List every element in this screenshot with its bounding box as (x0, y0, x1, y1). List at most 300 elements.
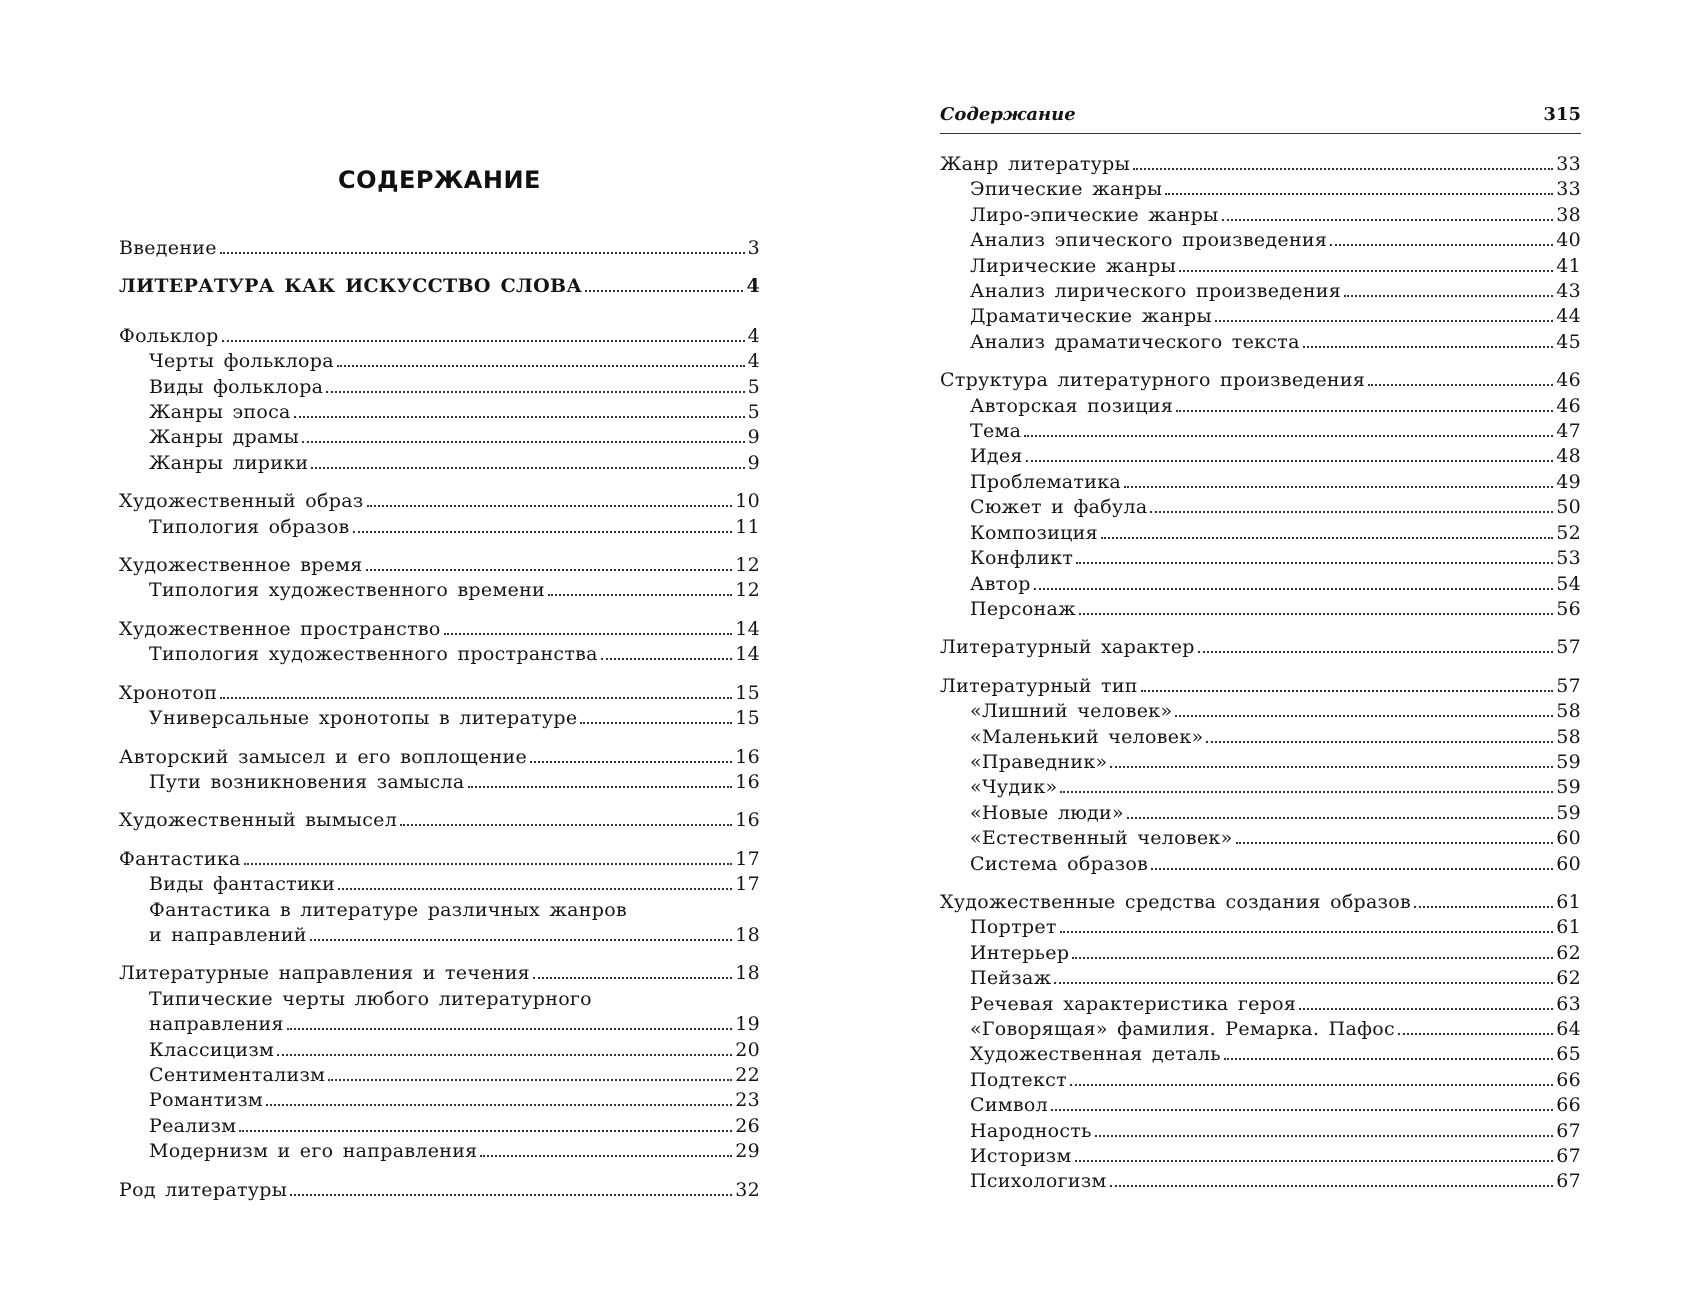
toc-intro (119, 236, 760, 261)
toc-subsection-page: 19 (735, 1013, 760, 1036)
toc-subsection-page: 23 (735, 1089, 760, 1112)
toc-subsection[interactable] (119, 425, 760, 450)
dot-leader (533, 977, 732, 979)
toc-subsection-page: 14 (735, 643, 760, 666)
toc-subsection-label: Анализ лирического произведения (970, 280, 1342, 303)
toc-part-page: 4 (746, 275, 760, 298)
dot-leader (1127, 817, 1553, 819)
toc-section-page: 57 (1556, 674, 1581, 697)
dot-leader (1299, 1008, 1553, 1010)
toc-subsection-page: 26 (735, 1114, 760, 1137)
toc-subsection[interactable] (940, 992, 1581, 1017)
dot-leader (1368, 384, 1553, 386)
toc-section-page: 12 (735, 554, 760, 577)
toc-subsection-label: Психологизм (970, 1170, 1107, 1193)
toc-group (940, 674, 1581, 877)
dot-leader (601, 658, 732, 660)
toc-subsection-label: «Говорящая» фамилия. Ремарка. Пафос (970, 1018, 1395, 1040)
toc-subsection-page: 47 (1556, 420, 1581, 443)
toc-subsection-page: 33 (1556, 178, 1581, 201)
toc-section-page: 46 (1556, 369, 1581, 392)
toc-subsection[interactable] (940, 966, 1581, 991)
toc-subsection-page: 58 (1556, 725, 1581, 748)
toc-subsection-label: Жанры лирики (149, 451, 309, 474)
toc-subsection-page: 49 (1556, 470, 1581, 493)
toc-subsection-label: Типология художественного пространства (149, 643, 598, 666)
toc-subsection[interactable] (940, 279, 1581, 304)
toc-section-label: Структура литературного произведения (940, 369, 1366, 392)
toc-subsection[interactable] (940, 330, 1581, 355)
toc-part-heading[interactable] (119, 274, 760, 299)
toc-section-page: 61 (1556, 890, 1581, 913)
toc-subsection-page: 64 (1556, 1018, 1581, 1040)
toc-subsection-page: 50 (1556, 496, 1581, 519)
toc-subsection-page: 4 (747, 350, 760, 373)
toc-subsection-page: 59 (1556, 776, 1581, 799)
dot-leader (337, 365, 745, 367)
toc-subsection-page: 62 (1556, 967, 1581, 990)
toc-subsection-label: Тема (970, 420, 1022, 443)
toc-group (119, 745, 760, 796)
dot-leader (1076, 562, 1553, 564)
toc-right-list (940, 152, 1581, 1195)
toc-subsection-page: 38 (1556, 203, 1581, 226)
toc-subsection[interactable] (940, 1119, 1581, 1144)
toc-section[interactable] (119, 847, 760, 872)
toc-subsection-page: 61 (1556, 916, 1581, 939)
running-header (940, 104, 1581, 134)
toc-subsection[interactable] (940, 1093, 1581, 1118)
dot-leader (338, 888, 732, 890)
toc-group (940, 368, 1581, 622)
toc-subsection-label: Анализ драматического текста (970, 330, 1300, 353)
toc-section-label: Художественные средства создания образов (940, 890, 1412, 913)
dot-leader (328, 1079, 732, 1081)
dot-leader (266, 1104, 732, 1106)
running-title: Содержание (940, 104, 1076, 125)
toc-subsection-page: 5 (747, 375, 760, 398)
dot-leader (1179, 270, 1553, 272)
toc-group (940, 152, 1581, 355)
dot-leader (1054, 982, 1553, 984)
toc-subsection-page: 22 (735, 1063, 760, 1086)
toc-group (119, 681, 760, 732)
toc-group (119, 617, 760, 668)
dot-leader (1060, 791, 1553, 793)
toc-section[interactable] (940, 890, 1581, 915)
toc-section[interactable] (940, 674, 1581, 699)
toc-subsection[interactable] (119, 1063, 760, 1088)
toc-section-label: Художественное время (119, 554, 363, 577)
toc-subsection-page: 58 (1556, 700, 1581, 723)
dot-leader (1060, 931, 1554, 933)
toc-subsection-page: 67 (1556, 1145, 1581, 1168)
toc-subsection-label: Типология художественного времени (149, 579, 545, 602)
toc-subsection-first-line[interactable] (119, 898, 760, 923)
dot-leader (1151, 868, 1553, 870)
toc-subsection-page: 15 (735, 707, 760, 730)
toc-subsection-label: Композиция (970, 521, 1098, 544)
toc-subsection[interactable] (940, 826, 1581, 851)
toc-group (119, 553, 760, 604)
toc-subsection[interactable] (119, 578, 760, 603)
dot-leader (287, 1028, 732, 1030)
toc-subsection-label: Проблематика (970, 470, 1122, 493)
toc-subsection-label: Автор (970, 572, 1031, 595)
dot-leader (277, 1054, 732, 1056)
toc-subsection-page: 60 (1556, 852, 1581, 875)
dot-leader (1165, 193, 1553, 195)
toc-subsection[interactable] (940, 852, 1581, 877)
toc-subsection[interactable] (119, 642, 760, 667)
toc-subsection[interactable] (940, 304, 1581, 329)
dot-leader (220, 252, 745, 254)
toc-group (940, 890, 1581, 1195)
dot-leader (244, 863, 733, 865)
toc-subsection-page: 67 (1556, 1170, 1581, 1193)
toc-section-label: Художественный вымысел (119, 809, 398, 832)
toc-subsection-label: Конфликт (970, 547, 1074, 570)
dot-leader (1075, 1160, 1554, 1162)
dot-leader (444, 633, 733, 635)
dot-leader (294, 416, 745, 418)
toc-subsection-label: Система образов (970, 852, 1149, 875)
toc-subsection-label: Художественная деталь (970, 1043, 1221, 1066)
toc-subsection-page: 9 (747, 426, 760, 449)
toc-subsection-label: Виды фольклора (149, 375, 324, 398)
toc-group (119, 1178, 760, 1203)
toc-subsection-page: 62 (1556, 941, 1581, 964)
toc-section-page: 32 (735, 1178, 760, 1201)
toc-subsection-label: Историзм (970, 1145, 1072, 1168)
dot-leader (1303, 346, 1554, 348)
toc-subsection[interactable] (940, 495, 1581, 520)
toc-subsection-label: «Маленький человек» (970, 725, 1204, 748)
toc-subsection[interactable] (119, 770, 760, 795)
toc-section-page: 16 (735, 745, 760, 768)
toc-subsection-label: Подтекст (970, 1068, 1067, 1091)
toc-subsection-page: 59 (1556, 750, 1581, 773)
toc-group (119, 324, 760, 476)
toc-section[interactable] (119, 553, 760, 578)
toc-subsection[interactable] (940, 725, 1581, 750)
toc-section-page: 15 (735, 681, 760, 704)
toc-subsection[interactable] (119, 706, 760, 731)
toc-section-page: 33 (1556, 153, 1581, 175)
toc-subsection-page: 54 (1556, 572, 1581, 595)
toc-subsection[interactable] (119, 1088, 760, 1113)
toc-subsection-label: Лирические жанры (970, 254, 1177, 277)
toc-subsection-page: 18 (735, 923, 760, 946)
dot-leader (1101, 537, 1553, 539)
toc-section[interactable] (119, 324, 760, 349)
dot-leader (1141, 690, 1553, 692)
toc-section[interactable] (119, 489, 760, 514)
toc-subsection-label: Лиро-эпические жанры (970, 203, 1219, 226)
toc-subsection-first-line[interactable] (119, 987, 760, 1012)
toc-section-label: Фольклор (119, 324, 219, 347)
toc-subsection-page: 66 (1556, 1068, 1581, 1091)
toc-subsection-label: «Лишний человек» (970, 700, 1173, 723)
toc-subsection-page: 16 (735, 770, 760, 793)
toc-subsection-label: Типические черты любого литературного (149, 987, 592, 1010)
toc-section-label: Художественный образ (119, 490, 364, 513)
dot-leader (530, 761, 732, 763)
toc-subsection-page: 9 (747, 451, 760, 474)
toc-subsection[interactable] (119, 375, 760, 400)
toc-subsection-label: Портрет (970, 916, 1057, 939)
toc-subsection[interactable] (940, 394, 1581, 419)
toc-section[interactable] (119, 808, 760, 833)
dot-leader (1095, 1135, 1553, 1137)
toc-section-label: Художественное пространство (119, 617, 441, 640)
page-number: 315 (1543, 104, 1581, 125)
dot-leader (548, 594, 732, 596)
dot-leader (1206, 741, 1553, 743)
toc-part-label: ЛИТЕРАТУРА КАК ИСКУССТВО СЛОВА (119, 275, 583, 298)
toc-subsection-label: Жанры эпоса (149, 401, 291, 424)
toc-subsection[interactable] (940, 941, 1581, 966)
dot-leader (1110, 766, 1553, 768)
dot-leader (1124, 486, 1553, 488)
toc-section-page: 17 (735, 847, 760, 870)
dot-leader (1175, 715, 1553, 717)
toc-section[interactable] (940, 368, 1581, 393)
toc-subsection-page: 43 (1556, 280, 1581, 303)
toc-subsection-label: Пути возникновения замысла (149, 770, 465, 793)
toc-subsection-page: 40 (1556, 229, 1581, 252)
toc-subsection[interactable] (940, 546, 1581, 571)
dot-leader (1079, 613, 1553, 615)
toc-section-label: Литературный характер (940, 636, 1195, 659)
dot-leader (1215, 320, 1553, 322)
dot-leader (1236, 842, 1554, 844)
toc-entry-label: Введение (119, 237, 217, 259)
toc-subsection-label: Идея (970, 445, 1023, 468)
toc-subsection-page: 45 (1556, 330, 1581, 353)
toc-subsection-label: Речевая характеристика героя (970, 992, 1297, 1015)
toc-subsection-page: 56 (1556, 597, 1581, 620)
toc-section[interactable] (119, 961, 760, 986)
dot-leader (1414, 906, 1553, 908)
dot-leader (326, 391, 744, 393)
dot-leader (585, 290, 743, 292)
dot-leader (366, 569, 733, 571)
toc-section-label: Литературные направления и течения (119, 962, 530, 985)
toc-subsection-page: 41 (1556, 254, 1581, 277)
toc-subsection[interactable] (940, 1017, 1581, 1042)
dot-leader (1133, 168, 1553, 170)
dot-leader (580, 722, 732, 724)
toc-section-page: 4 (747, 324, 760, 347)
toc-subsection[interactable] (940, 444, 1581, 469)
dot-leader (290, 1194, 732, 1196)
toc-subsection[interactable] (940, 1144, 1581, 1169)
dot-leader (480, 1155, 732, 1157)
toc-section-label: Фантастика (119, 847, 241, 870)
toc-subsection-label: Эпические жанры (970, 178, 1163, 201)
dot-leader (302, 441, 745, 443)
toc-subsection-page: 59 (1556, 801, 1581, 824)
toc-subsection[interactable] (940, 470, 1581, 495)
toc-subsection[interactable] (940, 1068, 1581, 1093)
toc-subsection-page: 29 (735, 1140, 760, 1163)
toc-left-list (119, 324, 760, 1203)
toc-subsection-label: «Чудик» (970, 776, 1058, 799)
dot-leader (468, 786, 733, 788)
dot-leader (1072, 957, 1553, 959)
dot-leader (310, 939, 732, 941)
toc-subsection-page: 53 (1556, 547, 1581, 570)
toc-subsection-label: Жанры драмы (149, 426, 300, 449)
toc-subsection[interactable] (940, 699, 1581, 724)
dot-leader (367, 505, 733, 507)
toc-subsection-page: 44 (1556, 305, 1581, 328)
toc-subsection-page: 48 (1556, 445, 1581, 468)
toc-subsection-label-cont: направления (149, 1013, 284, 1036)
toc-section-label: Авторский замысел и его воплощение (119, 745, 528, 768)
toc-section-page: 18 (735, 962, 760, 985)
toc-subsection[interactable] (940, 915, 1581, 940)
toc-subsection-label: «Новые люди» (970, 801, 1124, 824)
toc-entry[interactable] (119, 236, 760, 261)
toc-group (119, 489, 760, 540)
toc-subsection-label: Анализ эпического произведения (970, 229, 1328, 252)
toc-subsection-label: Романтизм (149, 1089, 264, 1112)
dot-leader (239, 1130, 732, 1132)
toc-subsection-page: 63 (1556, 992, 1581, 1015)
toc-subsection-label: Драматические жанры (970, 305, 1212, 328)
toc-subsection-label: Фантастика в литературе различных жанров (149, 898, 627, 921)
toc-subsection-page: 67 (1556, 1119, 1581, 1142)
toc-subsection-label: «Праведник» (970, 750, 1108, 773)
toc-subsection[interactable] (119, 349, 760, 374)
toc-subsection-continuation[interactable] (119, 923, 760, 948)
toc-group (119, 847, 760, 949)
toc-subsection-page: 65 (1556, 1043, 1581, 1066)
toc-subsection-label: Народность (970, 1119, 1092, 1142)
toc-subsection[interactable] (940, 597, 1581, 622)
toc-subsection-label: Виды фантастики (149, 873, 336, 896)
dot-leader (1034, 588, 1554, 590)
dot-leader (1398, 1033, 1553, 1035)
toc-section[interactable] (119, 617, 760, 642)
toc-subsection-label: Реализм (149, 1114, 237, 1137)
contents-title: СОДЕРЖАНИЕ (338, 166, 541, 194)
toc-subsection[interactable] (940, 203, 1581, 228)
dot-leader (1330, 244, 1553, 246)
dot-leader (400, 824, 732, 826)
dot-leader (1150, 511, 1553, 513)
toc-subsection[interactable] (940, 419, 1581, 444)
toc-subsection[interactable] (119, 1114, 760, 1139)
toc-subsection-label: Черты фольклора (149, 350, 334, 373)
dot-leader (1070, 1084, 1553, 1086)
dot-leader (1224, 1058, 1553, 1060)
dot-leader (1110, 1185, 1554, 1187)
toc-subsection[interactable] (940, 177, 1581, 202)
toc-subsection-label: Универсальные хронотопы в литературе (149, 707, 578, 730)
toc-subsection-label: Типология образов (149, 515, 350, 538)
toc-section[interactable] (940, 635, 1581, 660)
toc-section-page: 57 (1556, 636, 1581, 659)
dot-leader (311, 467, 744, 469)
toc-subsection[interactable] (940, 521, 1581, 546)
toc-subsection[interactable] (940, 801, 1581, 826)
toc-subsection[interactable] (940, 572, 1581, 597)
toc-section[interactable] (119, 745, 760, 770)
dot-leader (1222, 219, 1554, 221)
toc-section-label: Жанр литературы (940, 153, 1130, 175)
toc-subsection-label-cont: и направлений (149, 923, 307, 946)
toc-subsection-page: 60 (1556, 827, 1581, 850)
toc-entry-page: 3 (747, 237, 760, 259)
toc-subsection[interactable] (119, 515, 760, 540)
toc-subsection[interactable] (119, 400, 760, 425)
toc-section-label: Хронотоп (119, 681, 218, 704)
right-page (940, 104, 1581, 1208)
toc-subsection-label: Персонаж (970, 597, 1076, 620)
toc-subsection[interactable] (119, 872, 760, 897)
toc-section-page: 10 (735, 490, 760, 513)
toc-subsection-page: 12 (735, 579, 760, 602)
toc-section[interactable] (119, 681, 760, 706)
dot-leader (1024, 435, 1553, 437)
toc-section-label: Род литературы (119, 1178, 288, 1201)
toc-subsection-label: Классицизм (149, 1038, 275, 1061)
dot-leader (1051, 1109, 1553, 1111)
toc-group (940, 635, 1581, 660)
toc-subsection[interactable] (940, 1042, 1581, 1067)
dot-leader (1344, 295, 1553, 297)
dot-leader (353, 531, 733, 533)
toc-subsection-page: 52 (1556, 521, 1581, 544)
toc-subsection-page: 46 (1556, 394, 1581, 417)
toc-section-label: Литературный тип (940, 674, 1138, 697)
toc-group (119, 808, 760, 833)
toc-subsection-page: 66 (1556, 1094, 1581, 1117)
toc-section[interactable] (119, 1178, 760, 1203)
toc-section-page: 14 (735, 617, 760, 640)
toc-subsection[interactable] (119, 451, 760, 476)
dot-leader (220, 697, 732, 699)
toc-subsection[interactable] (940, 228, 1581, 253)
dot-leader (1176, 410, 1553, 412)
dot-leader (1026, 460, 1554, 462)
toc-subsection-page: 5 (747, 401, 760, 424)
toc-subsection[interactable] (119, 1038, 760, 1063)
toc-subsection-page: 17 (735, 873, 760, 896)
toc-subsection-label: Сюжет и фабула (970, 496, 1148, 519)
toc-subsection-continuation[interactable] (119, 1012, 760, 1037)
toc-subsection[interactable] (940, 750, 1581, 775)
toc-subsection[interactable] (940, 254, 1581, 279)
toc-subsection-label: Модернизм и его направления (149, 1140, 478, 1163)
dot-leader (1198, 651, 1553, 653)
toc-subsection-page: 20 (735, 1038, 760, 1061)
toc-subsection[interactable] (119, 1139, 760, 1164)
toc-subsection-label: Пейзаж (970, 967, 1052, 990)
toc-subsection[interactable] (940, 775, 1581, 800)
toc-subsection-page: 11 (735, 515, 760, 538)
toc-subsection[interactable] (940, 1169, 1581, 1194)
toc-subsection-label: Сентиментализм (149, 1063, 326, 1086)
toc-subsection-label: Авторская позиция (970, 394, 1174, 417)
toc-subsection-label: Символ (970, 1094, 1048, 1117)
toc-section[interactable] (940, 152, 1581, 177)
toc-section-page: 16 (735, 809, 760, 832)
dot-leader (222, 340, 745, 342)
